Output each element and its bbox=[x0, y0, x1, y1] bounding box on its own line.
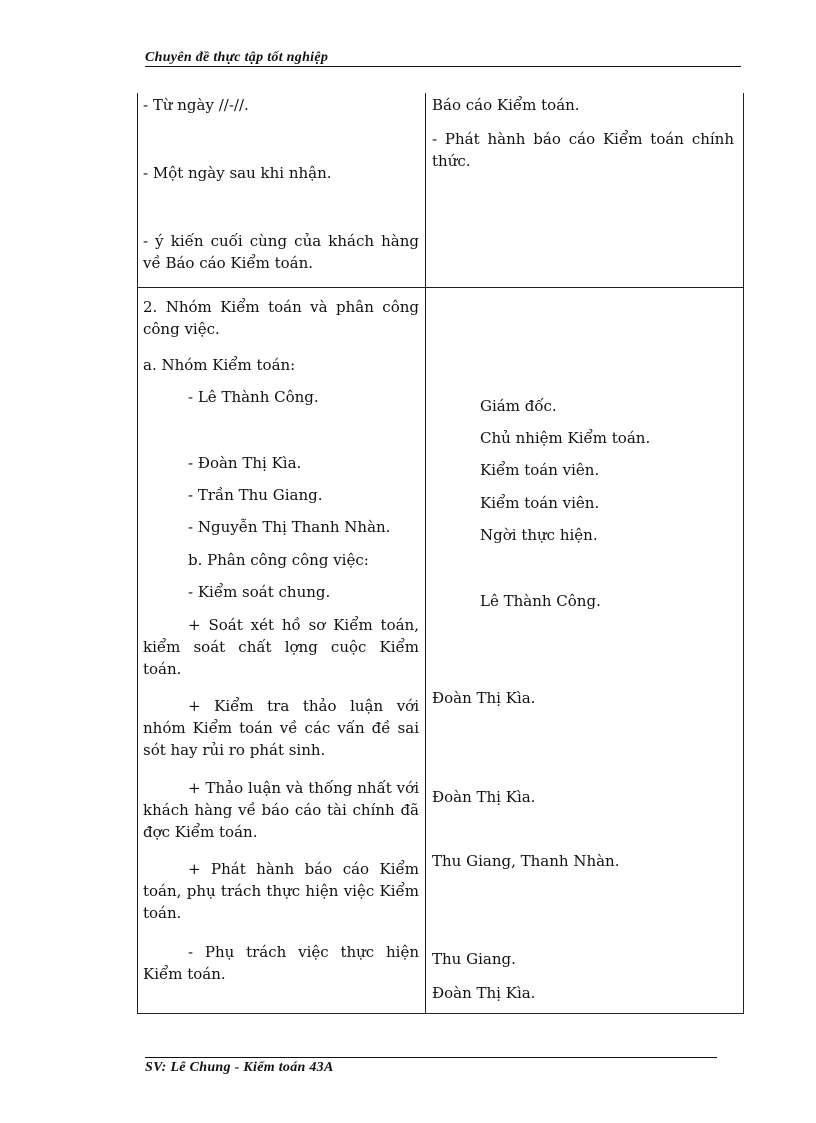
task-1: + Soát xét hồ sơ Kiểm toán, kiểm soát chất lợng cuộc Kiểm toán. bbox=[143, 616, 419, 678]
row1-left-line-1: - Từ ngày //-//. bbox=[143, 96, 249, 114]
page-header: Chuyên đề thực tập tốt nghiệp bbox=[145, 50, 329, 65]
table-middle-border bbox=[425, 93, 426, 1014]
task-person-3: Thu Giang, Thanh Nhàn. bbox=[432, 852, 620, 870]
row1-right-line-1: Báo cáo Kiểm toán. bbox=[432, 96, 580, 114]
header-rule bbox=[145, 66, 741, 67]
section-heading: 2. Nhóm Kiểm toán và phân công công việc. bbox=[143, 298, 419, 338]
role-3: Kiểm toán viên. bbox=[480, 461, 600, 479]
row1-left-line-2: - Một ngày sau khi nhận. bbox=[143, 164, 332, 182]
execute-person-1: Thu Giang. bbox=[432, 950, 516, 968]
table-bottom-border bbox=[137, 1013, 744, 1014]
task-4: + Phát hành báo cáo Kiểm toán, phụ trách thực hiện việc Kiểm toán. bbox=[143, 860, 419, 922]
subheading-assignment: b. Phân công công việc: bbox=[188, 551, 369, 569]
member-3: - Trần Thu Giang. bbox=[188, 486, 323, 504]
page-footer: SV: Lê Chung - Kiểm toán 43A bbox=[145, 1060, 334, 1075]
subheading-team: a. Nhóm Kiểm toán: bbox=[143, 356, 296, 374]
footer-rule bbox=[145, 1057, 717, 1058]
control-item: - Kiểm soát chung. bbox=[188, 583, 331, 601]
task-2: + Kiểm tra thảo luận với nhóm Kiểm toán về các vấn đề sai sót hay rủi ro phát sinh. bbox=[143, 697, 419, 759]
member-4: - Nguyễn Thị Thanh Nhàn. bbox=[188, 518, 391, 536]
execute-item: - Phụ trách việc thực hiện Kiểm toán. bbox=[143, 943, 419, 983]
table-left-border bbox=[137, 93, 138, 1014]
table-row-divider bbox=[137, 287, 744, 288]
role-1: Giám đốc. bbox=[480, 397, 557, 415]
role-5: Ngời thực hiện. bbox=[480, 526, 598, 544]
task-3: + Thảo luận và thống nhất với khách hàng về báo cáo tài chính đã đợc Kiểm toán. bbox=[143, 779, 419, 841]
task-person-1: Đoàn Thị Kìa. bbox=[432, 689, 536, 707]
member-1: - Lê Thành Công. bbox=[188, 388, 319, 406]
member-2: - Đoàn Thị Kìa. bbox=[188, 454, 302, 472]
execute-person-2: Đoàn Thị Kìa. bbox=[432, 984, 536, 1002]
table-right-border bbox=[743, 93, 744, 1014]
row1-right-line-2: - Phát hành báo cáo Kiểm toán chính thức. bbox=[432, 130, 734, 170]
task-person-2: Đoàn Thị Kìa. bbox=[432, 788, 536, 806]
role-2: Chủ nhiệm Kiểm toán. bbox=[480, 429, 651, 447]
row1-left-line-3: - ý kiến cuối cùng của khách hàng về Báo cáo Kiểm toán. bbox=[143, 232, 419, 272]
control-person: Lê Thành Công. bbox=[480, 592, 601, 610]
role-4: Kiểm toán viên. bbox=[480, 494, 600, 512]
